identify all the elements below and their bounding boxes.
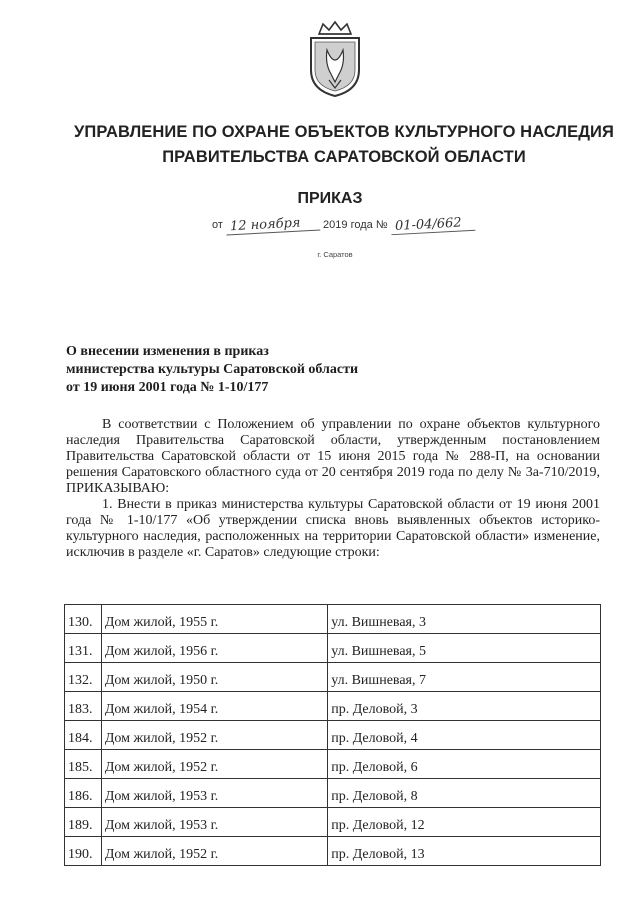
table-row	[65, 808, 601, 837]
object-address: ул. Вишневая, 3	[328, 605, 601, 634]
excluded-objects-table	[64, 604, 601, 866]
object-address: пр. Деловой, 3	[328, 692, 601, 721]
coat-of-arms-emblem	[305, 20, 365, 98]
order-subject	[66, 343, 486, 397]
table-row	[65, 663, 601, 692]
row-number: 130.	[65, 605, 102, 634]
year-text: 2019 года №	[323, 219, 388, 231]
agency-name-line1: УПРАВЛЕНИЕ ПО ОХРАНЕ ОБЪЕКТОВ КУЛЬТУРНОГО НАСЛЕДИЯ	[74, 123, 614, 141]
object-address: пр. Деловой, 6	[328, 750, 601, 779]
table-row	[65, 605, 601, 634]
order-title: ПРИКАЗ	[297, 190, 363, 207]
body-paragraph-item1: 1. Внести в приказ министерства культуры Саратовской области от 19 июня 2001 года № 1-10/177 «Об утверждении списка вновь выявленных объектов историко-культурного наследия, расположенных на территории Саратовской области» изменение, исключив в разделе «г. Саратов» следующие строки:	[66, 497, 600, 560]
row-number: 185.	[65, 750, 102, 779]
handwritten-date: 12 ноября	[226, 215, 321, 236]
row-number: 190.	[65, 837, 102, 866]
object-address: ул. Вишневая, 7	[328, 663, 601, 692]
object-name: Дом жилой, 1956 г.	[101, 634, 327, 663]
order-date-line	[212, 217, 552, 233]
object-name: Дом жилой, 1950 г.	[101, 663, 327, 692]
object-address: пр. Деловой, 13	[328, 837, 601, 866]
subject-line: от 19 июня 2001 года № 1-10/177	[66, 380, 269, 395]
table-row	[65, 692, 601, 721]
body-paragraph-preamble: В соответствии с Положением об управлении по охране объектов культурного наследия Правительства Саратовской области, утвержденным постановлением Правительства Саратовской области от 15 июня 2015 года № 288-П, на основании решения Саратовского областного суда от 20 сентября 2019 года по делу № 3а-710/2019, ПРИКАЗЫВАЮ:	[66, 417, 600, 496]
subject-line: О внесении изменения в приказ	[66, 344, 269, 359]
row-number: 183.	[65, 692, 102, 721]
table-row	[65, 634, 601, 663]
table-row	[65, 779, 601, 808]
table-row	[65, 721, 601, 750]
object-address: пр. Деловой, 12	[328, 808, 601, 837]
row-number: 132.	[65, 663, 102, 692]
row-number: 184.	[65, 721, 102, 750]
agency-name-line2: ПРАВИТЕЛЬСТВА САРАТОВСКОЙ ОБЛАСТИ	[162, 148, 526, 166]
object-name: Дом жилой, 1954 г.	[101, 692, 327, 721]
object-address: пр. Деловой, 4	[328, 721, 601, 750]
city-name: г. Саратов	[317, 250, 353, 259]
row-number: 189.	[65, 808, 102, 837]
object-name: Дом жилой, 1952 г.	[101, 837, 327, 866]
subject-line: министерства культуры Саратовской области	[66, 362, 359, 377]
object-address: ул. Вишневая, 5	[328, 634, 601, 663]
date-prefix: от	[212, 219, 223, 231]
object-address: пр. Деловой, 8	[328, 779, 601, 808]
table-row	[65, 837, 601, 866]
row-number: 186.	[65, 779, 102, 808]
object-name: Дом жилой, 1953 г.	[101, 808, 327, 837]
object-name: Дом жилой, 1953 г.	[101, 779, 327, 808]
object-name: Дом жилой, 1952 г.	[101, 750, 327, 779]
row-number: 131.	[65, 634, 102, 663]
handwritten-order-number: 01-04/662	[390, 215, 475, 235]
table-row	[65, 750, 601, 779]
object-name: Дом жилой, 1952 г.	[101, 721, 327, 750]
object-name: Дом жилой, 1955 г.	[101, 605, 327, 634]
